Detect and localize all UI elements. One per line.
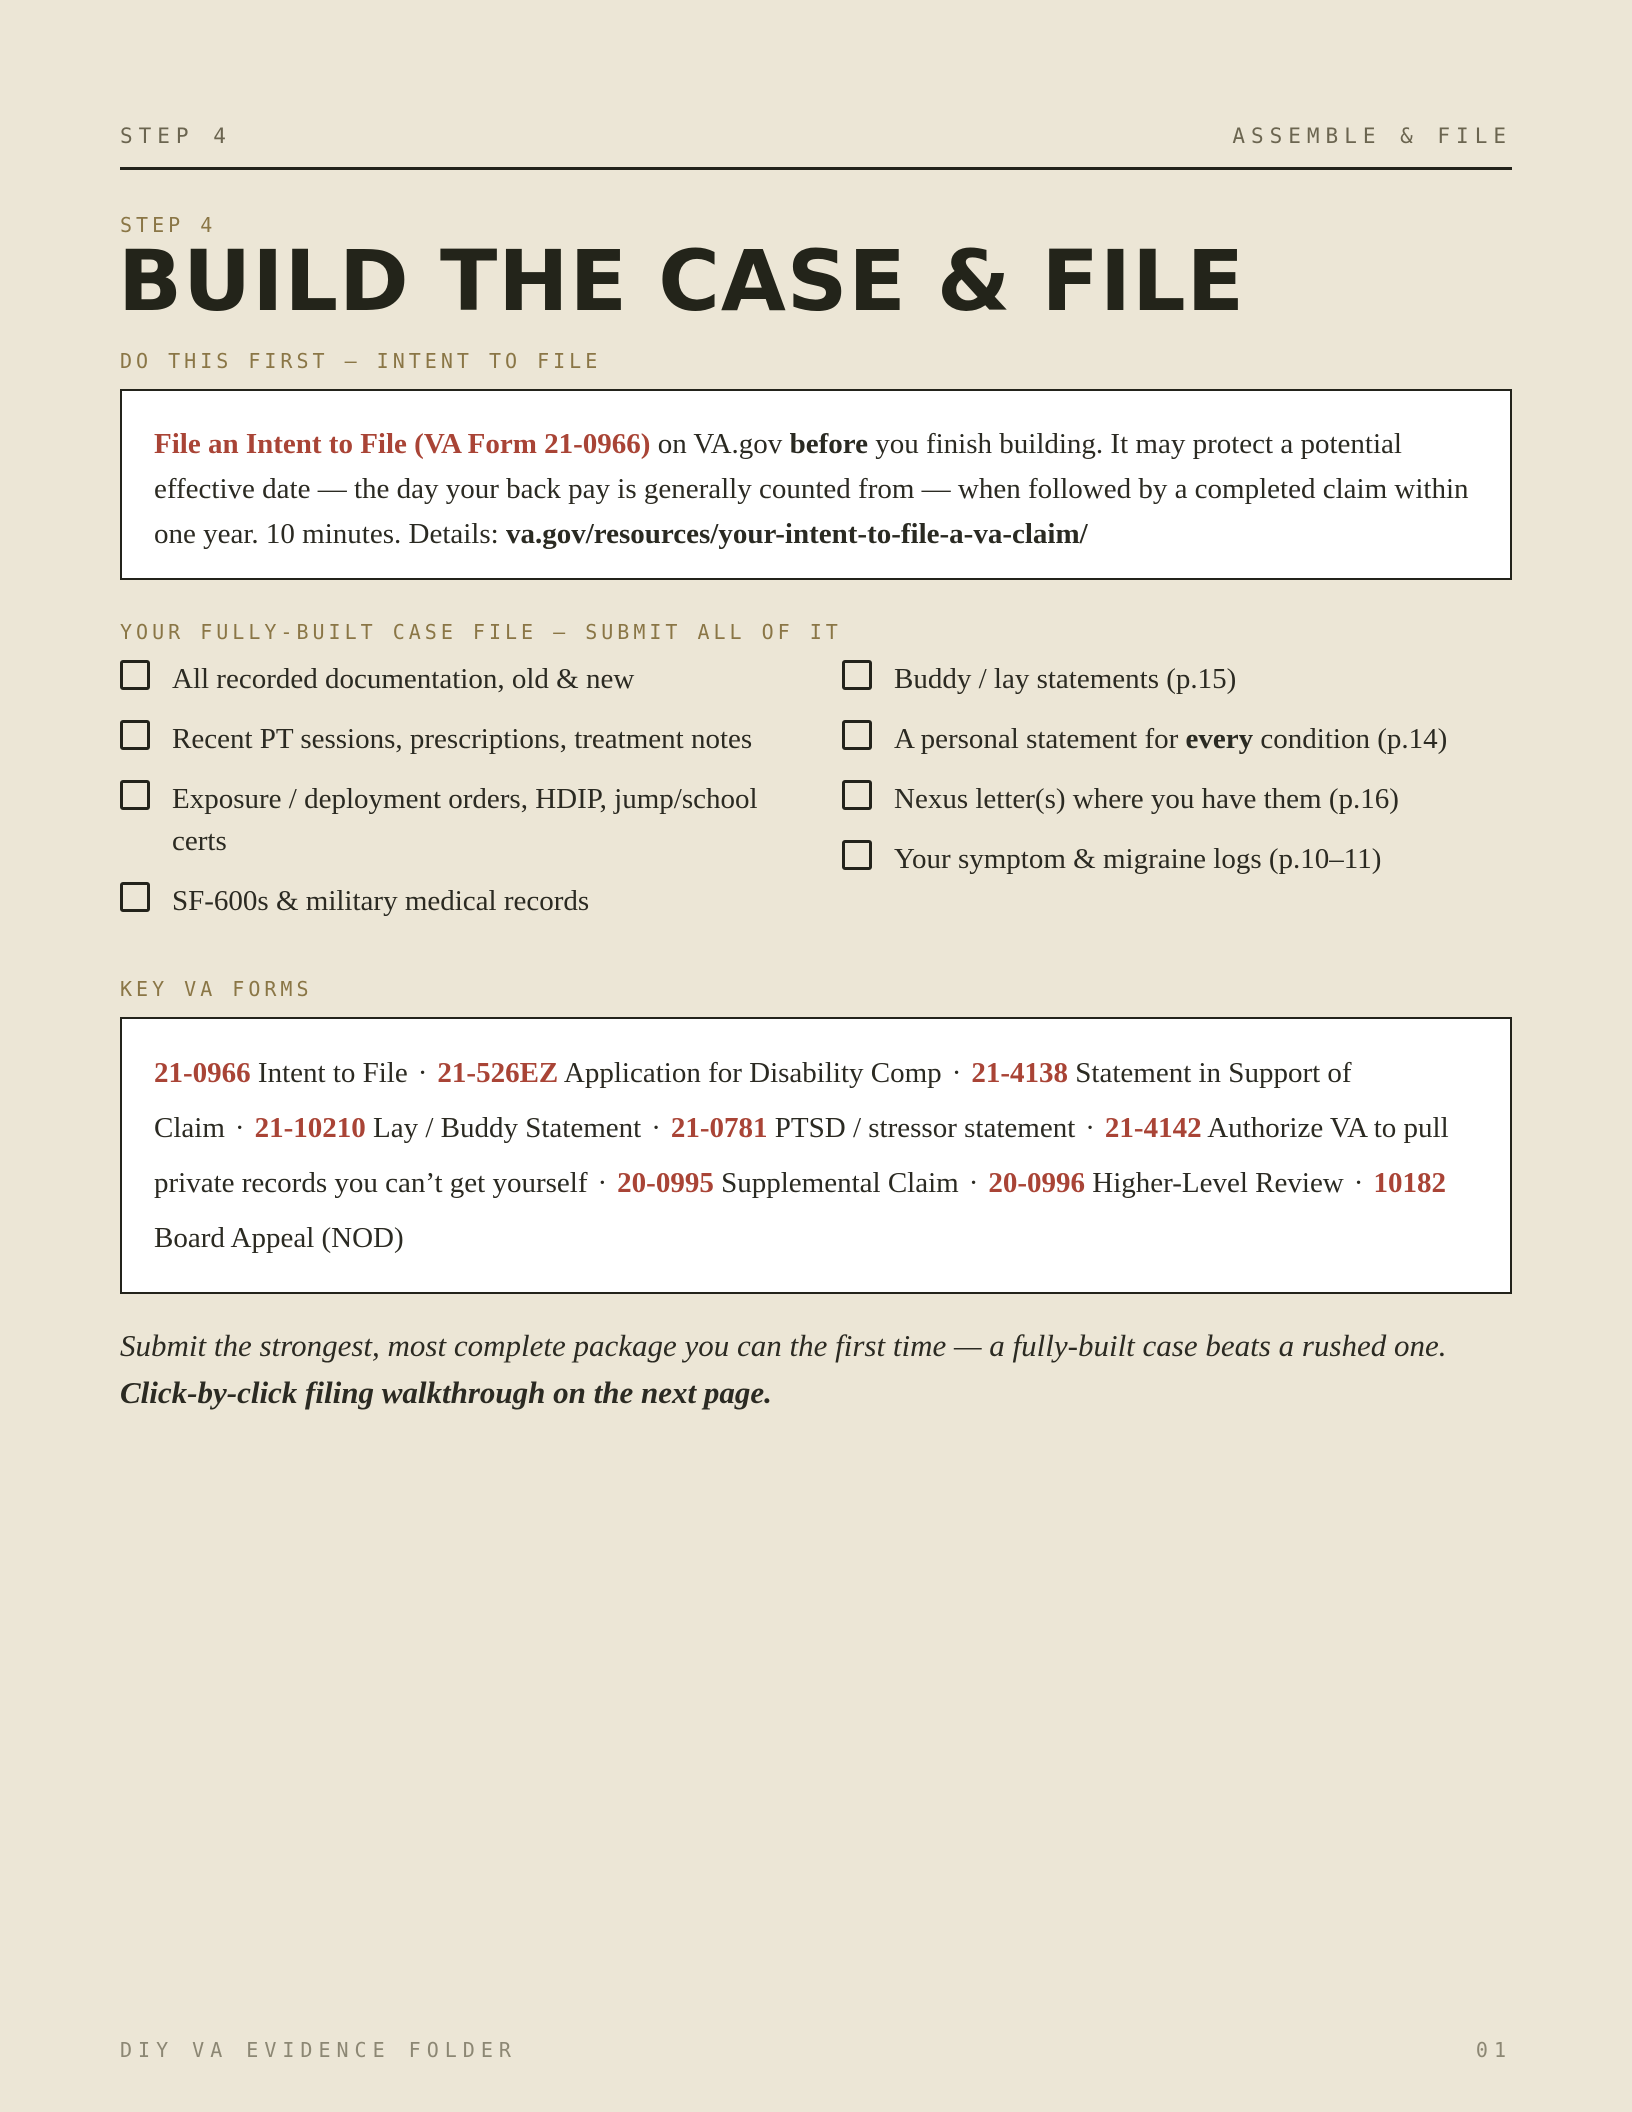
checklist-item	[120, 880, 800, 922]
page-title: BUILD THE CASE & FILE	[118, 232, 1246, 330]
form-name: Lay / Buddy Statement	[365, 1112, 642, 1144]
key-forms-box	[120, 1017, 1512, 1294]
form-number: 10182	[1373, 1167, 1446, 1199]
page-footer	[120, 2038, 1512, 2062]
form-name: Application for Disability Comp	[558, 1057, 942, 1089]
intent-text-2: you finish building. It may protect a potential effective date — the day your back pay is generally counted from — when followed by a completed claim within one year. 10 minutes. Details:	[154, 428, 1469, 550]
running-header-section: ASSEMBLE & FILE	[1232, 124, 1512, 148]
form-number: 21-10210	[254, 1112, 366, 1144]
form-number: 21-526EZ	[437, 1057, 559, 1089]
form-number: 20-0996	[988, 1167, 1086, 1199]
checklist-item-text: A personal statement for	[894, 723, 1186, 755]
checklist-item	[120, 718, 800, 760]
page-number: 01	[1475, 2038, 1512, 2062]
form-name: Statement in Support of Claim	[154, 1057, 1352, 1144]
intent-to-file-box	[120, 389, 1512, 580]
intent-section-label: DO THIS FIRST — INTENT TO FILE	[120, 349, 602, 373]
checklist-column-right	[842, 658, 1512, 898]
checkbox[interactable]	[842, 840, 872, 870]
form-name: Intent to File	[250, 1057, 408, 1089]
checklist-item-label: Your symptom & migraine logs (p.10–11)	[894, 843, 1382, 875]
checklist-item-label: SF-600s & military medical records	[172, 885, 590, 917]
form-number: 21-4138	[971, 1057, 1069, 1089]
checklist-item-emphasis: every	[1185, 723, 1254, 755]
checkbox[interactable]	[120, 780, 150, 810]
step-eyebrow: STEP 4	[120, 213, 217, 237]
forms-section-label: KEY VA FORMS	[120, 977, 313, 1001]
separator: ·	[597, 1167, 608, 1199]
checklist-item-text: condition (p.14)	[1253, 723, 1448, 755]
checkbox[interactable]	[842, 780, 872, 810]
checkbox[interactable]	[842, 660, 872, 690]
checklist-item	[842, 838, 1512, 880]
form-number: 21-0966	[154, 1057, 251, 1089]
closing-next-page: Click-by-click filing walkthrough on the next page.	[120, 1375, 772, 1410]
intent-before: before	[789, 428, 868, 460]
checkbox[interactable]	[842, 720, 872, 750]
form-name: PTSD / stressor statement	[767, 1112, 1076, 1144]
header-rule	[120, 167, 1512, 170]
separator: ·	[1353, 1167, 1364, 1199]
form-number: 20-0995	[617, 1167, 714, 1199]
separator: ·	[968, 1167, 979, 1199]
closing-text: Submit the strongest, most complete package you can the first time — a fully-built case beats a rushed one.	[120, 1328, 1447, 1363]
intent-lead: File an Intent to File (VA Form 21-0966)	[154, 428, 651, 460]
form-number: 21-4142	[1104, 1112, 1202, 1144]
separator: ·	[234, 1112, 245, 1144]
form-number: 21-0781	[670, 1112, 768, 1144]
footer-title: DIY VA EVIDENCE FOLDER	[120, 2038, 517, 2062]
checklist-item	[120, 778, 800, 862]
checklist-item-label: Buddy / lay statements (p.15)	[894, 663, 1237, 695]
intent-url: va.gov/resources/your-intent-to-file-a-va-claim/	[505, 518, 1088, 550]
checklist-section-label: YOUR FULLY-BUILT CASE FILE — SUBMIT ALL OF IT	[120, 620, 842, 644]
closing-note	[120, 1322, 1512, 1416]
separator: ·	[1085, 1112, 1095, 1144]
separator: ·	[417, 1057, 428, 1089]
checklist-item	[842, 658, 1512, 700]
separator: ·	[651, 1112, 661, 1144]
checklist-item-label: Recent PT sessions, prescriptions, treatment notes	[172, 723, 753, 755]
form-name: Authorize VA to pull private records you can’t get yourself	[154, 1112, 1449, 1199]
checklist-item-label	[894, 723, 1447, 755]
form-name: Supplemental Claim	[713, 1167, 959, 1199]
checklist-item	[842, 718, 1512, 760]
running-header	[120, 124, 1512, 148]
checklist-column-left	[120, 658, 800, 940]
intent-text-1: on VA.gov	[650, 428, 790, 460]
checkbox[interactable]	[120, 660, 150, 690]
checklist-item-label: Exposure / deployment orders, HDIP, jump/school certs	[172, 783, 758, 857]
form-name: Board Appeal (NOD)	[154, 1222, 404, 1254]
checklist-item	[120, 658, 800, 700]
checklist-item	[842, 778, 1512, 820]
checkbox[interactable]	[120, 720, 150, 750]
form-name: Higher-Level Review	[1085, 1167, 1344, 1199]
running-header-step: STEP 4	[120, 124, 232, 148]
checkbox[interactable]	[120, 882, 150, 912]
checklist-item-label: Nexus letter(s) where you have them (p.16)	[894, 783, 1399, 815]
separator: ·	[951, 1057, 962, 1089]
checklist-item-label: All recorded documentation, old & new	[172, 663, 635, 695]
